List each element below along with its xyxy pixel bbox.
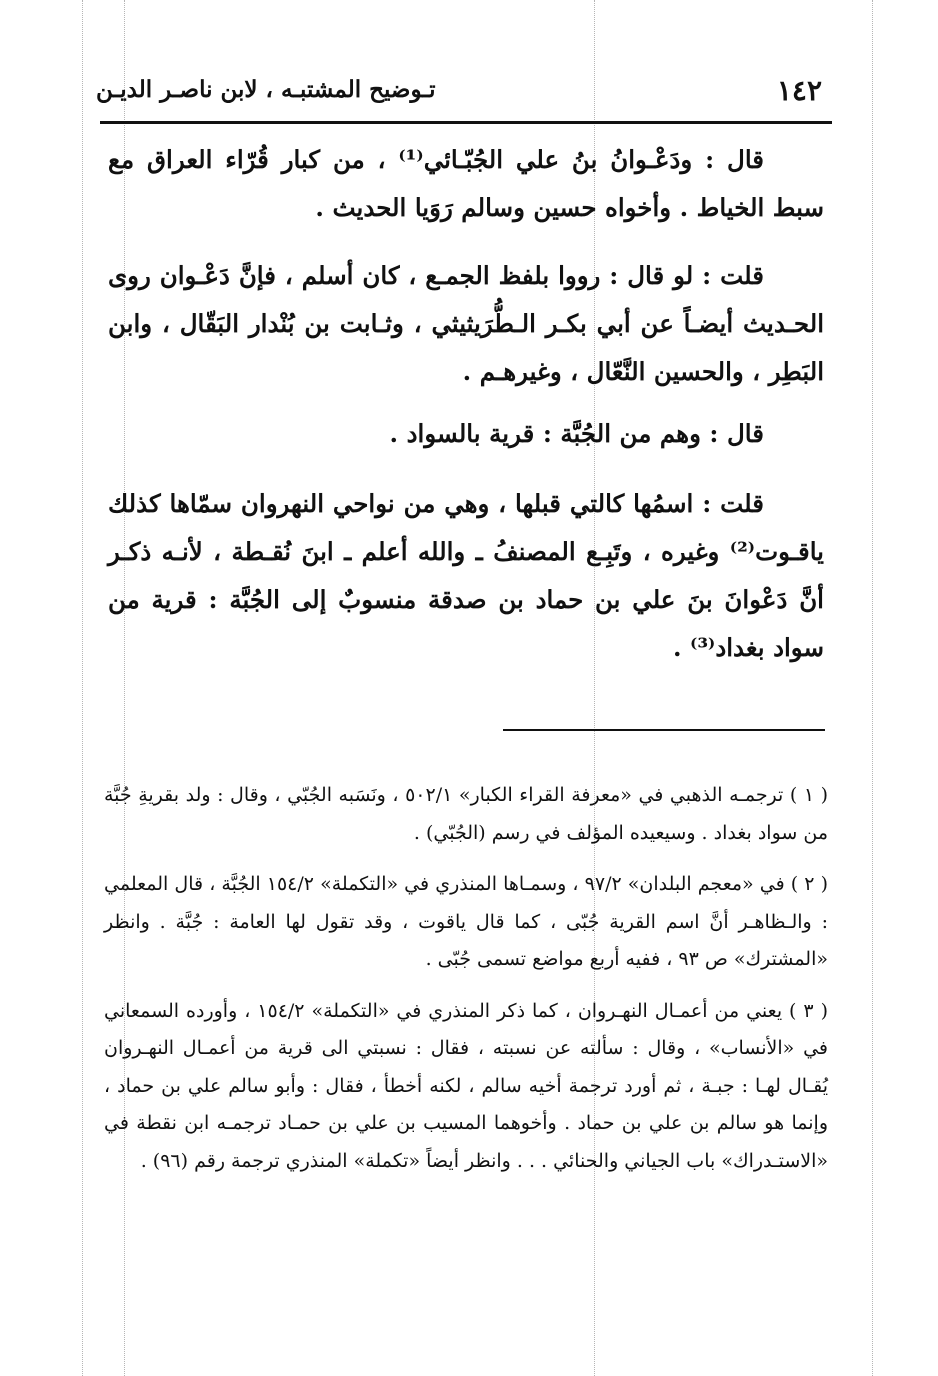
page-header (96, 66, 822, 116)
scan-artifact-line (82, 0, 83, 1376)
paragraph: قلت : لو قال : رووا بلفظ الجمـع ، كان أسلم ، فإنَّ دَعْـوان روى الحـديث أيضـاً عن أبي بكـر الـطُّرَيثيثي ، وثـابت بن بُنْدار البَقّال ، وابن البَطِر ، والحسين النَّعّال ، وغيرهـم . (108, 261, 824, 386)
main-text (108, 136, 824, 672)
footnote: ( ٢ ) في «معجم البلدان» ٩٧/٢ ، وسمـاها المنذري في «التكملة» ١٥٤/٢ الجُبَّة ، قال المعلمي : والـظاهـر أنَّ اسم القرية جُبّى ، كما قال ياقوت ، وقد تقول لها العامة : جُبَّة . وانظر «المشترك» ص ٩٣ ، ففيه أربع مواضع تسمى جُبّى . (104, 873, 829, 970)
page-number: ١٤٢ (776, 74, 822, 107)
running-title: تـوضيح المشتبـه ، لابن ناصـر الديـن (96, 76, 436, 103)
footnotes (104, 777, 828, 1180)
scan-artifact-line (872, 0, 873, 1376)
footnote: ( ١ ) ترجمـه الذهبي في «معرفة القراء الكبار» ٥٠٢/١ ، ونَسَبه الجُبّي ، وقال : ولد بقريةِ جُبَّة من سواد بغداد . وسيعيده المؤلف في رسم (الجُبّي) . (104, 784, 828, 844)
footnote-separator (503, 729, 825, 731)
paragraph: قال : وهم من الجُبَّة : قرية بالسواد . (389, 419, 764, 448)
footnote: ( ٣ ) يعني من أعمـال النهـروان ، كما ذكر المنذري في «التكملة» ١٥٤/٢ ، وأورده السمعاني في «الأنساب» ، وقال : سألته عن نسبته ، فقال : نسبتي الى قرية من أعمـال النهـروان يُقـال لهـا : جبـة ، ثم أورد ترجمة أخيه سالم ، لكنه أخطأ ، فقال : وأبو سالم علي بن حماد ، وإنما هو سالم بن علي بن حماد . وأخوهما المسيب بن علي بن حمـاد ترجمـه ابن نقطة في «الاستـدراك» باب الجياني والحنائي . . . وانظر أيضاً «تكملة» المنذري ترجمة رقم (٩٦) . (104, 999, 829, 1172)
paragraph: قلت : اسمُها كالتي قبلها ، وهي من نواحي النهروان سمّاها كذلك ياقـوت⁽²⁾ وغيره ، وتَبِـع المصنفُ ـ والله أعلم ـ ابنَ نُقـطة ، لأنـه ذكـر أنَّ دَعْوانَ بنَ علي بن حماد بن صدقة منسوبٌ إلى الجُبَّة : قرية من سواد بغداد⁽³⁾ . (108, 489, 824, 662)
paragraph: قال : ودَعْـوانُ بنُ علي الجُبّـائي⁽¹⁾ ، من كبار قُرّاء العراق مع سبط الخياط . وأخواه حسين وسالم رَوَيا الحديث . (108, 145, 824, 222)
header-rule (100, 121, 832, 124)
